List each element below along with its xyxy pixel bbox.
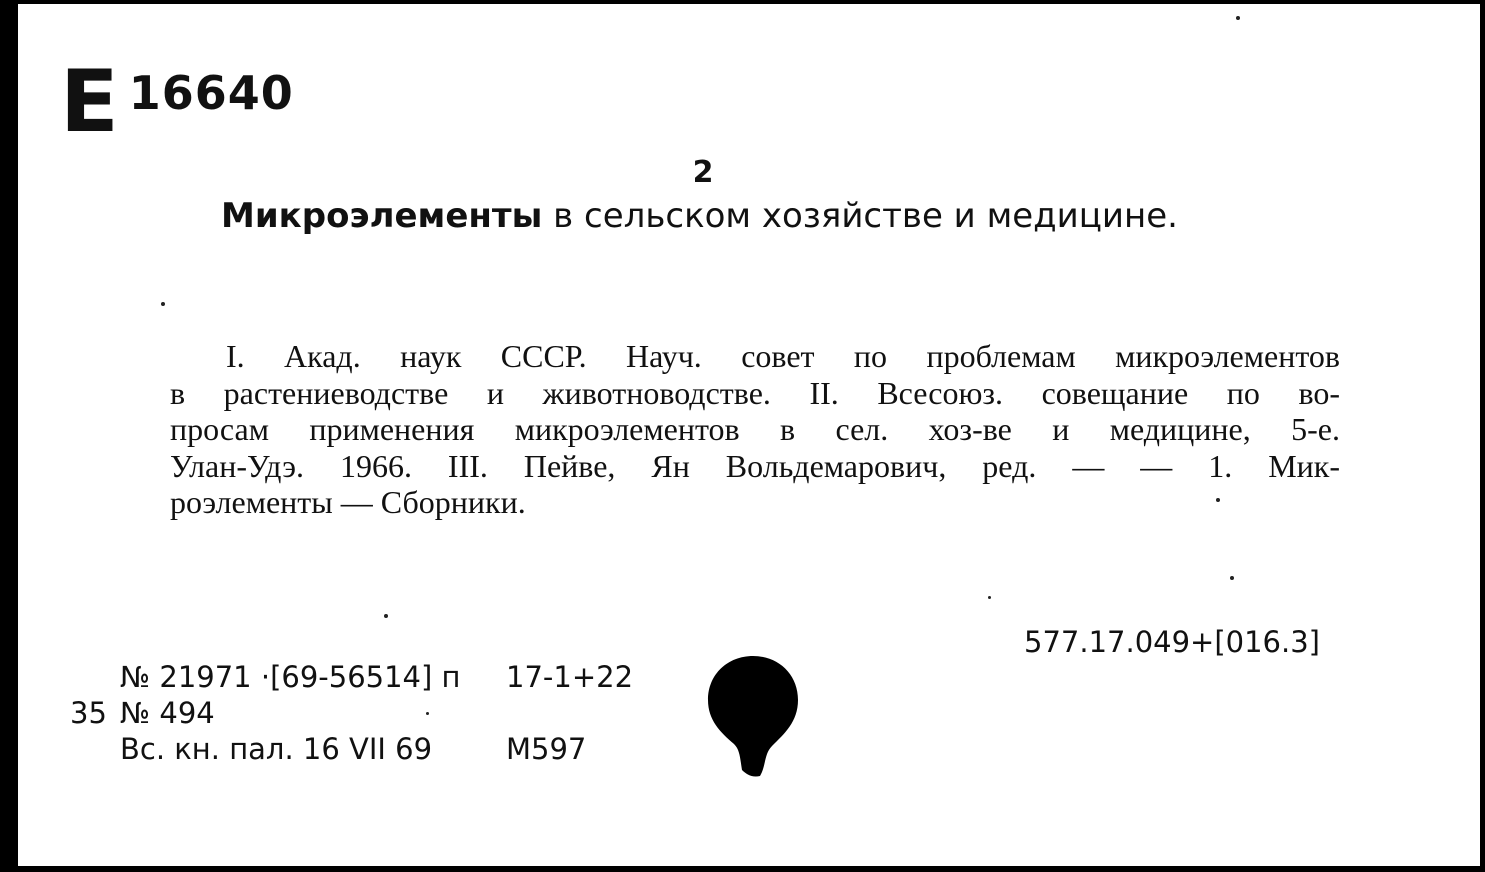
annotation-line: Улан-Удэ. 1966. III. Пейве, Ян Вольдемарович, ред. — — 1. Мик- xyxy=(170,447,1340,484)
annotation-line: просам применения микроэлементов в сел. хоз-ве и медицине, 5-е. xyxy=(170,411,1340,447)
print-info-cell xyxy=(70,731,120,767)
speck xyxy=(1216,498,1220,502)
annotation-line: I. Акад. наук СССР. Науч. совет по проблемам микроэлементов xyxy=(226,338,1340,374)
speck xyxy=(988,596,991,599)
shelf-mark xyxy=(60,52,294,152)
chamber-print-date: Вс. кн. пал. 16 VII 69 xyxy=(120,732,433,766)
annotation-line: в растениеводстве и животноводстве. II. Всесоюз. совещание по во- xyxy=(170,374,1340,411)
copies-count: 35 xyxy=(70,696,107,730)
print-info-row xyxy=(70,731,666,767)
print-info-row xyxy=(70,695,666,731)
speck xyxy=(426,712,429,715)
speck xyxy=(161,302,165,306)
print-info xyxy=(70,659,666,767)
print-info-cell xyxy=(506,695,666,731)
title-rest: в сельском хозяйстве и медицине. xyxy=(542,196,1178,236)
shelf-mark-number: 16640 xyxy=(128,66,294,120)
annotation-line: роэлементы — Сборники. xyxy=(170,484,526,520)
title-lead-word: Микроэлементы xyxy=(221,196,543,236)
order-number: № 21971 ·[69-56514] п xyxy=(120,660,461,694)
catalog-card xyxy=(18,4,1480,866)
shelf-mark-letter: Е xyxy=(60,52,119,152)
page-number: 2 xyxy=(692,155,714,190)
annotation xyxy=(170,338,1340,521)
speck xyxy=(1236,16,1240,20)
udc-index: 577.17.049+[016.3] xyxy=(1024,625,1320,659)
card-number: № 494 xyxy=(120,696,215,730)
printer-code: М597 xyxy=(506,732,587,766)
print-code: 17-1+22 xyxy=(506,660,634,694)
speck xyxy=(1230,576,1234,580)
punch-hole-icon xyxy=(706,654,800,779)
card-title xyxy=(221,194,1281,238)
print-info-row xyxy=(70,659,666,695)
print-info-cell xyxy=(70,659,120,695)
speck xyxy=(384,614,388,618)
